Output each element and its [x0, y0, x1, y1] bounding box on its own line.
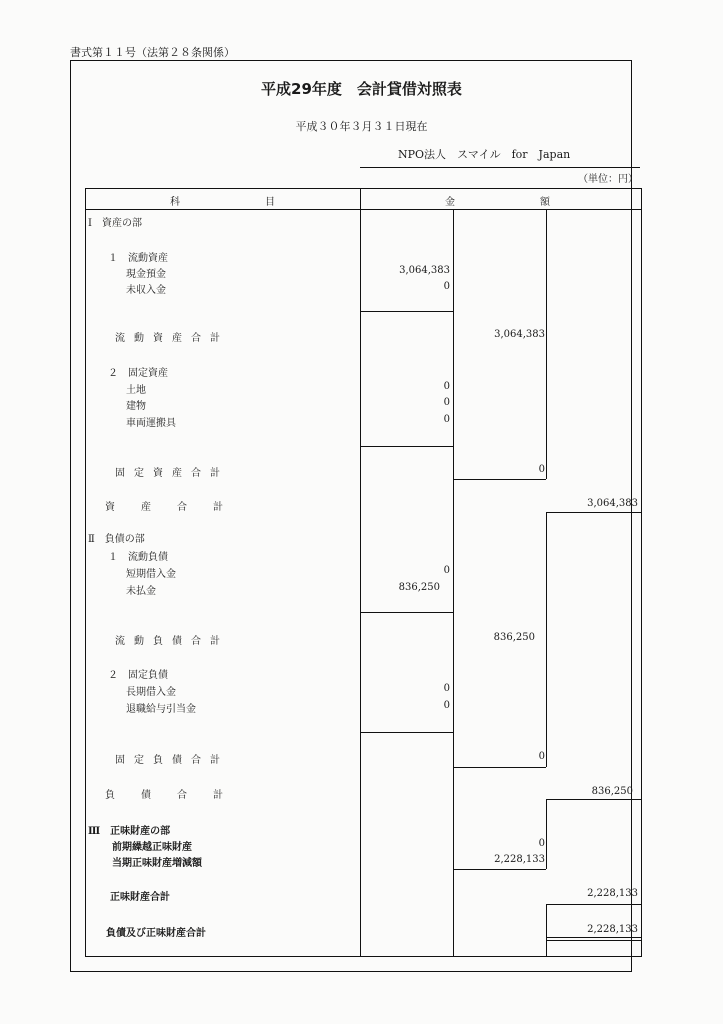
prior-net-assets-value: 0 [538, 838, 545, 849]
assets-total-value: 3,064,383 [587, 498, 638, 509]
accounts-receivable-label: 未収入金 [126, 285, 166, 296]
assets-total-label: 資産合計 [105, 502, 249, 513]
organization-underline [360, 167, 640, 168]
col2-right-segment [546, 209, 547, 479]
liabilities-total-label: 負債合計 [105, 790, 249, 801]
net-assets-total-value: 2,228,133 [587, 888, 638, 899]
current-liabilities-total-value: 836,250 [493, 632, 535, 643]
fixed-assets-total-value: 0 [538, 464, 545, 475]
accounts-payable-label: 未払金 [126, 586, 156, 597]
current-liabilities-total-label: 流動負債合計 [115, 636, 229, 647]
header-amount-1: 金 [445, 197, 455, 208]
header-subject-2: 目 [265, 197, 275, 208]
col3-line [546, 799, 641, 800]
net-assets-change-label: 当期正味財産増減額 [112, 858, 202, 869]
prior-net-assets-label: 前期繰越正味財産 [112, 842, 192, 853]
fixed-liabilities-total-label: 固定負債合計 [115, 755, 229, 766]
fixed-liabilities-total-value: 0 [538, 751, 545, 762]
header-subject-1: 科 [170, 197, 180, 208]
liabilities-section-label: Ⅱ 負債の部 [88, 534, 145, 545]
col1-right-segment [453, 479, 454, 612]
organization-name: NPO法人 スマイル for Japan [398, 148, 571, 161]
col3-line [546, 904, 641, 905]
assets-section-label: Ⅰ 資産の部 [88, 218, 142, 229]
col1-line [360, 612, 453, 613]
col2-line [453, 767, 546, 768]
form-number: 書式第１１号（法第２８条関係） [70, 46, 235, 59]
long-term-loans-value: 0 [443, 683, 450, 694]
liabilities-total-value: 836,250 [591, 786, 633, 797]
net-assets-total-label: 正味財産合計 [110, 892, 170, 903]
grand-total-double-line [546, 940, 641, 941]
header-amount-2: 額 [540, 197, 550, 208]
current-assets-total-label: 流動資産合計 [115, 333, 229, 344]
col2-line [453, 479, 546, 480]
retirement-allowance-value: 0 [443, 700, 450, 711]
accounts-receivable-value: 0 [443, 281, 450, 292]
col1-right-segment [453, 209, 454, 311]
fixed-assets-total-label: 固定資産合計 [115, 468, 229, 479]
current-liabilities-heading: １ 流動負債 [108, 552, 168, 563]
unit-label: （単位：円） [578, 174, 638, 185]
accounts-payable-value: 836,250 [398, 582, 440, 593]
buildings-label: 建物 [126, 401, 146, 412]
col2-divider [453, 446, 454, 479]
col3-line [546, 512, 641, 513]
col2-right-segment [546, 799, 547, 869]
col3-left-segment [546, 904, 547, 956]
fixed-liabilities-heading: ２ 固定負債 [108, 670, 168, 681]
land-value: 0 [443, 381, 450, 392]
cash-deposits-label: 現金預金 [126, 269, 166, 280]
col2-line [453, 869, 546, 870]
vehicles-label: 車両運搬具 [126, 418, 176, 429]
col2-left-segment [453, 767, 454, 956]
col1-right-segment [453, 612, 454, 732]
as-of-date: 平成３０年３月３１日現在 [295, 120, 428, 133]
header-divider [86, 209, 641, 210]
short-term-loans-value: 0 [443, 565, 450, 576]
col2-right-segment [546, 512, 547, 767]
net-assets-section-label: Ⅲ 正味財産の部 [88, 826, 171, 837]
retirement-allowance-label: 退職給与引当金 [126, 704, 196, 715]
buildings-value: 0 [443, 397, 450, 408]
grand-total-label: 負債及び正味財産合計 [106, 928, 206, 939]
col1-line [360, 446, 453, 447]
short-term-loans-label: 短期借入金 [126, 569, 176, 580]
long-term-loans-label: 長期借入金 [126, 687, 176, 698]
land-label: 土地 [126, 385, 146, 396]
grand-total-double-line [546, 937, 641, 938]
grand-total-value: 2,228,133 [587, 924, 638, 935]
col1-right-segment [453, 311, 454, 446]
current-assets-total-value: 3,064,383 [494, 329, 545, 340]
page-title: 平成29年度 会計貸借対照表 [261, 80, 462, 98]
col1-line [360, 732, 453, 733]
current-assets-heading: １ 流動資産 [108, 253, 168, 264]
vehicles-value: 0 [443, 414, 450, 425]
col1-line [360, 311, 453, 312]
fixed-assets-heading: ２ 固定資産 [108, 368, 168, 379]
net-assets-change-value: 2,228,133 [494, 854, 545, 865]
cash-deposits-value: 3,064,383 [399, 265, 450, 276]
col2-left-segment [453, 732, 454, 767]
